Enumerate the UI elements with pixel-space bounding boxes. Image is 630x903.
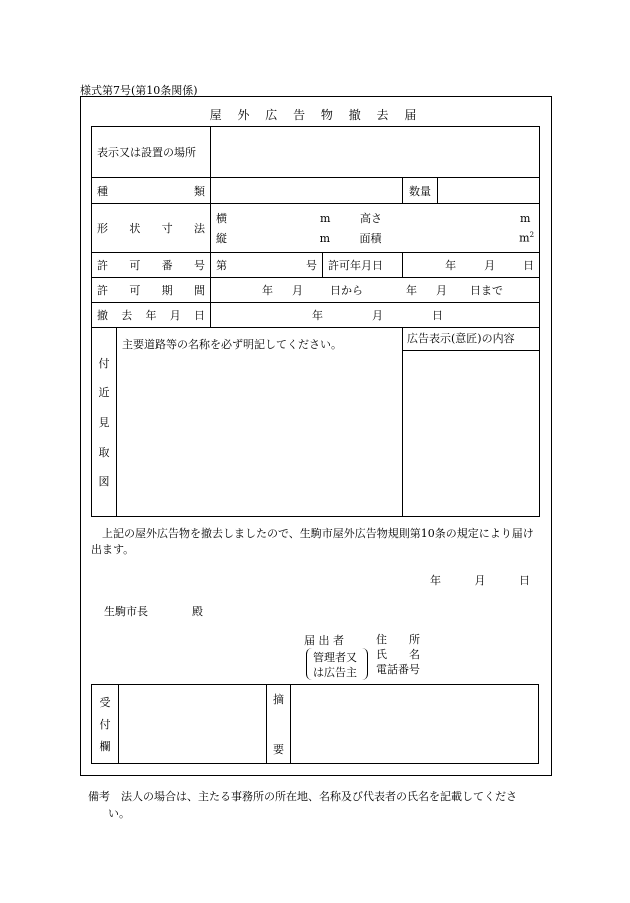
- row-permit-number: [92, 253, 540, 278]
- width-label: 横: [216, 212, 227, 225]
- name-label: 氏 名: [376, 648, 420, 661]
- summary-label-cell: 摘 要: [267, 685, 291, 763]
- row-location: [92, 127, 540, 178]
- applicant-bracket-text: 管理者又 は広告主: [313, 651, 357, 679]
- row-type: [92, 178, 540, 204]
- honorific: 殿: [192, 605, 203, 618]
- declaration-text: 上記の屋外広告物を撤去しましたので、生駒市屋外広告物規則第10条の規定により届け出ます。: [91, 527, 534, 556]
- applicant-fields[interactable]: [376, 632, 420, 677]
- height-label: 高さ: [360, 212, 382, 225]
- row-permit-period: [92, 278, 540, 303]
- address-label: 住 所: [376, 633, 420, 646]
- area-unit: $m^2$: [519, 231, 535, 245]
- phone-label: 電話番号: [376, 663, 420, 676]
- remarks-note: 備考 法人の場合は、主たる事務所の所在地、名称及び代表者の氏名を記載してくださ い。: [88, 790, 517, 820]
- quantity-field[interactable]: [438, 178, 540, 204]
- applicant-label: 届 出 者: [304, 634, 344, 647]
- design-area[interactable]: [403, 328, 540, 517]
- reception-field[interactable]: [119, 685, 267, 763]
- row-removal-date: [92, 303, 540, 328]
- office-use-box: [91, 684, 539, 764]
- permit-period-field[interactable]: 年 月 日から 年 月 日まで: [211, 278, 540, 303]
- length-unit: m: [319, 231, 331, 245]
- design-label: 広告表示(意匠)の内容: [403, 328, 539, 351]
- quantity-label: 数量: [403, 178, 438, 204]
- length-label: 縦: [216, 232, 227, 245]
- permit-number-label: 許 可 番 号: [97, 259, 205, 272]
- form-table: [91, 126, 540, 517]
- permit-date-label: 許可年月日: [323, 253, 403, 278]
- row-shape: [92, 204, 540, 253]
- form-title: 屋 外 広 告 物 撤 去 届: [209, 108, 423, 122]
- map-label: 付 近 見 取 図: [98, 356, 110, 489]
- removal-date-label: 撤 去 年 月 日: [97, 309, 205, 322]
- height-unit: m: [520, 211, 531, 225]
- type-label: 種 類: [97, 184, 205, 198]
- type-field[interactable]: [211, 178, 403, 204]
- map-area[interactable]: [92, 328, 403, 517]
- map-note: 主要道路等の名称を必ず明記してください。: [122, 338, 342, 351]
- reception-label-cell: 受 付 欄: [92, 685, 119, 763]
- summary-field[interactable]: [291, 685, 538, 763]
- width-unit: m: [320, 211, 331, 225]
- mayor-label: 生駒市長: [104, 605, 148, 618]
- permit-date-field[interactable]: 年 月 日: [403, 253, 540, 278]
- location-label: 表示又は設置の場所: [92, 127, 211, 178]
- location-field[interactable]: [211, 127, 540, 178]
- permit-period-label: 許 可 期 間: [97, 284, 205, 297]
- shape-field[interactable]: [211, 204, 540, 253]
- area-label: 面積: [359, 232, 382, 245]
- permit-number-field[interactable]: 第 号: [211, 253, 323, 278]
- row-map: [92, 328, 540, 517]
- form-number: 様式第7号(第10条関係): [80, 84, 198, 97]
- shape-label: 形 状 寸 法: [97, 222, 205, 235]
- removal-date-field[interactable]: 年 月 日: [211, 303, 540, 328]
- submit-date[interactable]: 年 月 日: [430, 574, 530, 587]
